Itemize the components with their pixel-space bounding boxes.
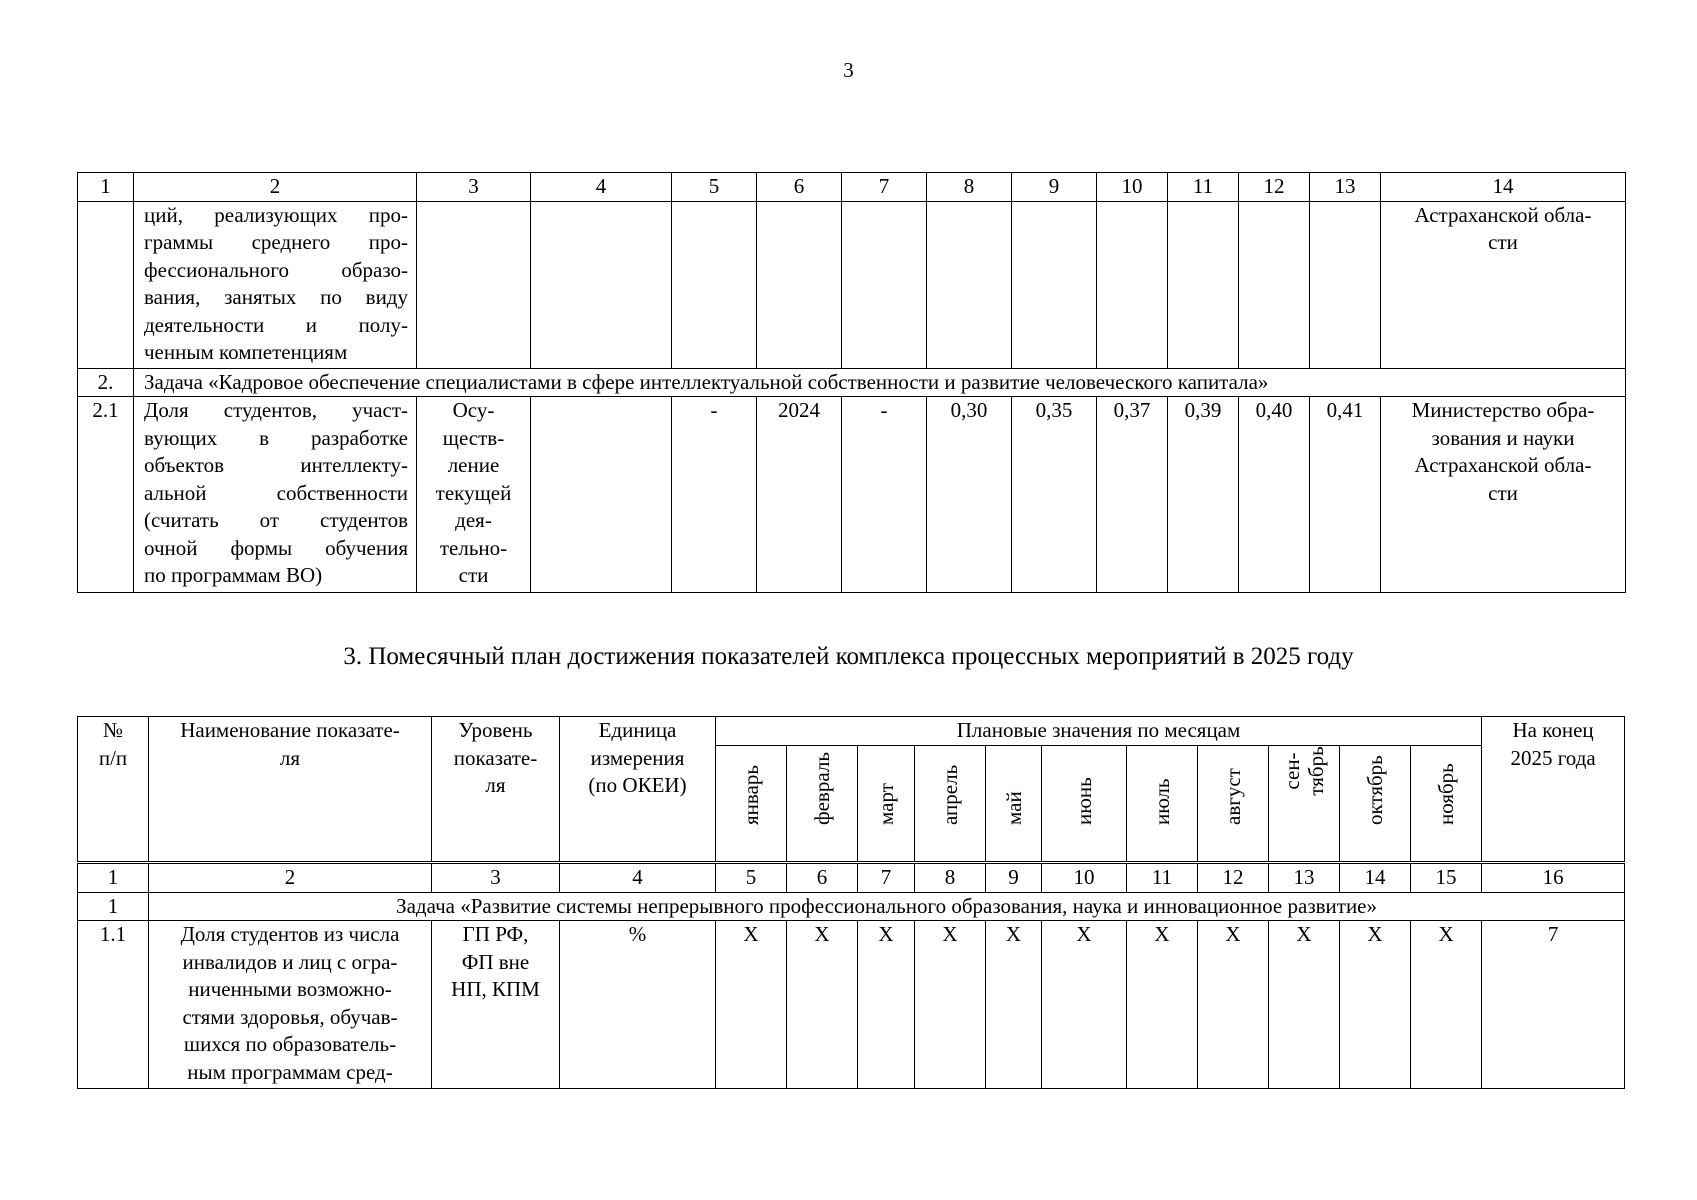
col-num: 13	[1310, 173, 1381, 202]
month-value: Х	[1127, 921, 1198, 1089]
month-value: Х	[1411, 921, 1482, 1089]
col-num: 7	[842, 173, 927, 202]
month-header: июль	[1127, 746, 1198, 863]
value-cell: 0,40	[1239, 397, 1310, 593]
col-num: 8	[915, 863, 986, 893]
indicators-table	[77, 172, 1626, 593]
col-num: 12	[1239, 173, 1310, 202]
task-number: 2.	[78, 368, 134, 397]
indicator-name: ций, реализующих про- граммы среднего про- фессионального образо- вания, занятых по виду деятельности и полу- ченным компетенциям	[134, 201, 417, 368]
header-num: № п/п	[78, 717, 149, 863]
col-num: 16	[1482, 863, 1625, 893]
col-num: 2	[149, 863, 432, 893]
header-row	[78, 717, 1625, 746]
month-value: Х	[858, 921, 915, 1089]
month-value: Х	[986, 921, 1042, 1089]
task-row	[78, 368, 1626, 397]
header-unit: Единица измерения (по ОКЕИ)	[560, 717, 716, 863]
task-title: Задача «Кадровое обеспечение специалистами в сфере интеллектуальной собственности и развитие человеческого капитала»	[134, 368, 1626, 397]
month-header: март	[858, 746, 915, 863]
month-header: октябрь	[1340, 746, 1411, 863]
indicator-level: ГП РФ, ФП вне НП, КПМ	[432, 921, 560, 1089]
month-value: Х	[1269, 921, 1340, 1089]
cell: -	[842, 397, 927, 593]
month-header: ноябрь	[1411, 746, 1482, 863]
month-value: Х	[1042, 921, 1127, 1089]
row-number: 1.1	[78, 921, 149, 1089]
col-num: 4	[560, 863, 716, 893]
column-numbers-row	[78, 863, 1625, 893]
month-header: апрель	[915, 746, 986, 863]
indicator-name: Доля студентов из числа инвалидов и лиц с огра- ниченными возможно- стями здоровья, обучав- шихся по образователь- ным программам сред-	[149, 921, 432, 1089]
page-number: 3	[843, 58, 854, 82]
col-num: 11	[1127, 863, 1198, 893]
table-row	[78, 397, 1626, 593]
month-header: сен- тябрь	[1269, 746, 1340, 863]
month-header: май	[986, 746, 1042, 863]
cell: 2024	[757, 397, 842, 593]
value-cell: 0,35	[1012, 397, 1097, 593]
col-num: 10	[1042, 863, 1127, 893]
responsible-org: Министерство обра- зования и науки Астраханской обла- сти	[1381, 397, 1626, 593]
row-number: 2.1	[78, 397, 134, 593]
col-num: 7	[858, 863, 915, 893]
col-num: 13	[1269, 863, 1340, 893]
header-planned-values: Плановые значения по месяцам	[716, 717, 1482, 746]
col-num: 9	[986, 863, 1042, 893]
col-num: 14	[1381, 173, 1626, 202]
indicator-level: Осу- ществ- ление текущей дея- тельно- сти	[417, 397, 531, 593]
col-num: 4	[531, 173, 672, 202]
month-header: февраль	[787, 746, 858, 863]
col-num: 9	[1012, 173, 1097, 202]
col-num: 14	[1340, 863, 1411, 893]
col-num: 5	[716, 863, 787, 893]
col-num: 5	[672, 173, 757, 202]
col-num: 1	[78, 863, 149, 893]
month-value: Х	[1198, 921, 1269, 1089]
table-row	[78, 921, 1625, 1089]
task-row	[78, 892, 1625, 921]
indicator-name: Доля студентов, участ- вующих в разработке объектов интеллекту- альной собственности (считать от студентов очной формы обучения по программам ВО)	[134, 397, 417, 593]
month-header: июнь	[1042, 746, 1127, 863]
cell	[531, 397, 672, 593]
task-number: 1	[78, 892, 149, 921]
value-cell: 0,41	[1310, 397, 1381, 593]
col-num: 3	[417, 173, 531, 202]
col-num: 6	[757, 173, 842, 202]
month-value: Х	[787, 921, 858, 1089]
col-num: 8	[927, 173, 1012, 202]
col-num: 3	[432, 863, 560, 893]
month-value: Х	[915, 921, 986, 1089]
header-name: Наименование показате- ля	[149, 717, 432, 863]
unit-cell: %	[560, 921, 716, 1089]
section-title: 3. Помесячный план достижения показателей комплекса процессных мероприятий в 2025 году	[343, 643, 1354, 670]
col-num: 15	[1411, 863, 1482, 893]
month-header: август	[1198, 746, 1269, 863]
task-title: Задача «Развитие системы непрерывного профессионального образования, наука и инновационное развитие»	[149, 892, 1625, 921]
value-cell: 0,39	[1168, 397, 1239, 593]
column-numbers-row	[78, 173, 1626, 202]
month-value: Х	[1340, 921, 1411, 1089]
value-cell: 0,30	[927, 397, 1012, 593]
table-row	[78, 201, 1626, 368]
header-level: Уровень показате- ля	[432, 717, 560, 863]
value-cell: 0,37	[1097, 397, 1168, 593]
col-num: 11	[1168, 173, 1239, 202]
cell: -	[672, 397, 757, 593]
col-num: 12	[1198, 863, 1269, 893]
col-num: 2	[134, 173, 417, 202]
col-num: 1	[78, 173, 134, 202]
col-num: 10	[1097, 173, 1168, 202]
end-of-year-value: 7	[1482, 921, 1625, 1089]
col-num: 6	[787, 863, 858, 893]
monthly-plan-table	[77, 716, 1625, 1089]
header-end-of-year: На конец 2025 года	[1482, 717, 1625, 863]
responsible-org: Астраханской обла- сти	[1381, 201, 1626, 368]
month-value: Х	[716, 921, 787, 1089]
month-header: январь	[716, 746, 787, 863]
